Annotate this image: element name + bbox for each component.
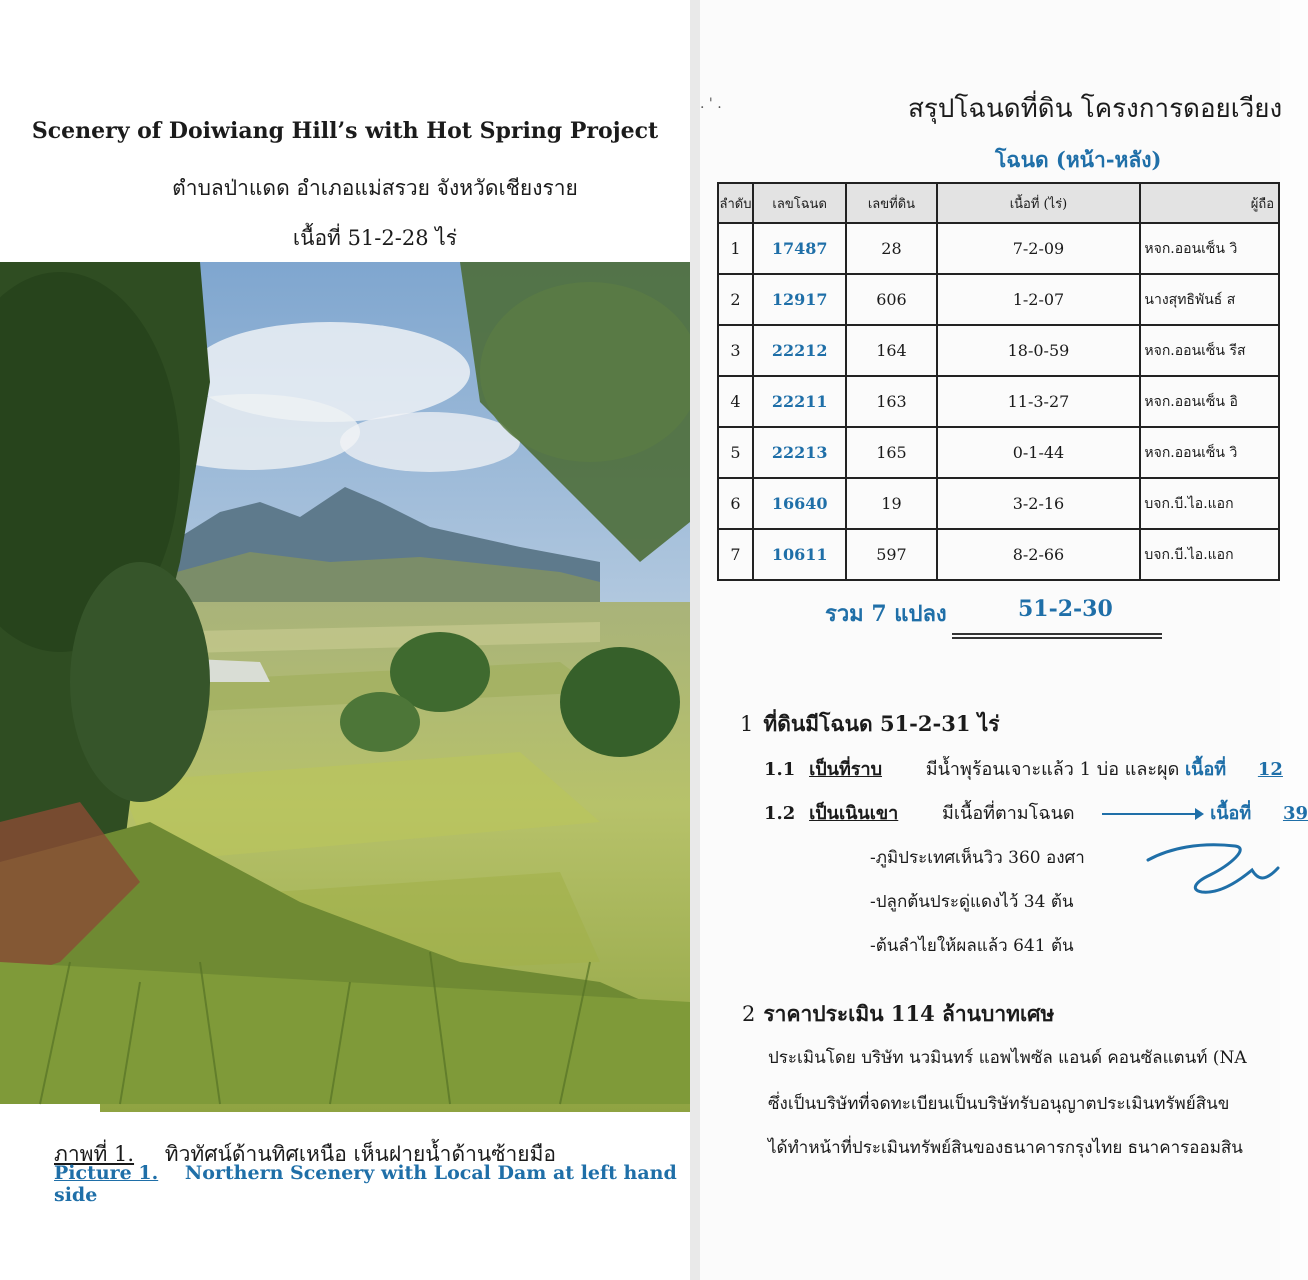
cell-land: 165 <box>846 427 936 478</box>
appraisal-line: ประเมินโดย บริษัท นวมินทร์ แอพไพซัล แอนด์ คอนซัลแตนท์ (NA <box>768 1048 1247 1068</box>
cell-land: 597 <box>846 529 936 580</box>
cell-area: 11-3-27 <box>937 376 1141 427</box>
scan-specks: . ' . <box>700 96 722 112</box>
item-1-2-area-value: 39 <box>1282 803 1308 824</box>
cell-land: 28 <box>846 223 936 274</box>
item-1-1-area-value: 12 <box>1257 759 1283 780</box>
cell-no: 7 <box>718 529 753 580</box>
item-1-1-number: 1.1 <box>764 759 796 780</box>
section-2-number: 2 <box>742 1002 756 1026</box>
table-row <box>718 223 1279 274</box>
table-row <box>718 325 1279 376</box>
item-1-1-desc: มีน้ำพุร้อนเจาะแล้ว 1 บ่อ และผุด <box>925 759 1180 780</box>
cell-deed: 22213 <box>753 427 846 478</box>
table-row <box>718 529 1279 580</box>
cell-no: 3 <box>718 325 753 376</box>
cell-no: 1 <box>718 223 753 274</box>
cell-deed: 22211 <box>753 376 846 427</box>
table-row <box>718 376 1279 427</box>
caption-english <box>54 1162 690 1206</box>
item-1-2-number: 1.2 <box>764 803 796 824</box>
header-owner: ผู้ถือ <box>1140 183 1279 223</box>
cell-owner: หจก.ออนเซ็น อิ <box>1140 376 1279 427</box>
item-1-2-area-label: เนื้อที่ <box>1210 803 1252 824</box>
document-location: ตำบลป่าแดด อำเภอแม่สรวย จังหวัดเชียงราย <box>172 176 578 200</box>
item-1-1-kind: เป็นที่ราบ <box>809 759 883 780</box>
cell-area: 7-2-09 <box>937 223 1141 274</box>
cell-owner: นางสุทธิพันธ์ ส <box>1140 274 1279 325</box>
caption-thai-text: ทิวทัศน์ด้านทิศเหนือ เห็นฝายน้ำด้านซ้ายมือ <box>164 1142 557 1166</box>
caption-thai-label: ภาพที่ 1. <box>54 1142 135 1166</box>
cell-land: 606 <box>846 274 936 325</box>
cell-deed: 12917 <box>753 274 846 325</box>
cell-area: 1-2-07 <box>937 274 1141 325</box>
cell-area: 0-1-44 <box>937 427 1141 478</box>
appraisal-line: ซึ่งเป็นบริษัทที่จดทะเบียนเป็นบริษัทรับอนุญาตประเมินทรัพย์สินข <box>768 1094 1230 1114</box>
cell-no: 6 <box>718 478 753 529</box>
cell-land: 164 <box>846 325 936 376</box>
header-no: ลำดับ <box>718 183 753 223</box>
document-title: Scenery of Doiwiang Hill’s with Hot Spring Project <box>31 118 659 144</box>
landscape-photo <box>0 262 690 1104</box>
bullet-item: -ภูมิประเทศเห็นวิว 360 องศา <box>870 848 1085 868</box>
bullet-item: -ต้นลำไยให้ผลแล้ว 641 ต้น <box>870 936 1074 956</box>
header-deed: เลขโฉนด <box>753 183 846 223</box>
item-1-2-desc: มีเนื้อที่ตามโฉนด <box>942 803 1075 824</box>
cell-deed: 22212 <box>753 325 846 376</box>
item-1-1-area-label: เนื้อที่ <box>1185 759 1227 780</box>
cell-no: 2 <box>718 274 753 325</box>
caption-english-text: Northern Scenery with Local Dam at left hand side <box>54 1162 677 1206</box>
bullet-item: -ปลูกต้นประดู่แดงไว้ 34 ต้น <box>870 892 1074 912</box>
landscape-illustration <box>0 262 690 1104</box>
signature-icon <box>1140 820 1280 900</box>
total-double-underline <box>952 633 1162 639</box>
cell-owner: หจก.ออนเซ็น รีส <box>1140 325 1279 376</box>
caption-english-label: Picture 1. <box>54 1162 159 1184</box>
right-page <box>700 0 1308 1280</box>
document-area: เนื้อที่ 51-2-28 ไร่ <box>292 226 458 250</box>
section-1-number: 1 <box>740 712 754 736</box>
header-land: เลขที่ดิน <box>846 183 936 223</box>
cell-owner: บจก.บี.ไอ.แอก <box>1140 529 1279 580</box>
item-1-2-kind: เป็นเนินเขา <box>809 803 899 824</box>
cell-deed: 10611 <box>753 529 846 580</box>
item-1-1 <box>764 754 1283 783</box>
section-2-heading <box>742 998 1054 1031</box>
arrow-right-icon <box>1102 813 1202 815</box>
section-2-title: ราคาประเมิน 114 ล้านบาทเศษ <box>763 1001 1055 1026</box>
cell-deed: 16640 <box>753 478 846 529</box>
header-area: เนื้อที่ (ไร่) <box>937 183 1141 223</box>
total-value: 51-2-30 <box>1018 596 1113 622</box>
cell-no: 4 <box>718 376 753 427</box>
cell-land: 163 <box>846 376 936 427</box>
summary-subtitle: โฉนด (หน้า-หลัง) <box>995 147 1162 172</box>
table-row <box>718 274 1279 325</box>
cell-area: 18-0-59 <box>937 325 1141 376</box>
total-label: รวม 7 แปลง <box>825 601 947 627</box>
cell-land: 19 <box>846 478 936 529</box>
section-1-title: ที่ดินมีโฉนด 51-2-31 ไร่ <box>763 711 1000 736</box>
cell-area: 3-2-16 <box>937 478 1141 529</box>
cell-area: 8-2-66 <box>937 529 1141 580</box>
cell-no: 5 <box>718 427 753 478</box>
cell-owner: บจก.บี.ไอ.แอก <box>1140 478 1279 529</box>
cell-owner: หจก.ออนเซ็น วิ <box>1140 223 1279 274</box>
cell-deed: 17487 <box>753 223 846 274</box>
page-gutter <box>690 0 700 1280</box>
appraisal-line: ได้ทำหน้าที่ประเมินทรัพย์สินของธนาคารกรุงไทย ธนาคารออมสิน <box>768 1138 1243 1158</box>
table-row <box>718 478 1279 529</box>
section-1-heading <box>740 708 1000 741</box>
cell-owner: หจก.ออนเซ็น วิ <box>1140 427 1279 478</box>
table-header-row <box>718 183 1279 223</box>
deeds-table <box>717 182 1280 581</box>
summary-title: สรุปโฉนดที่ดิน โครงการดอยเวียง <box>908 94 1283 124</box>
table-row <box>718 427 1279 478</box>
